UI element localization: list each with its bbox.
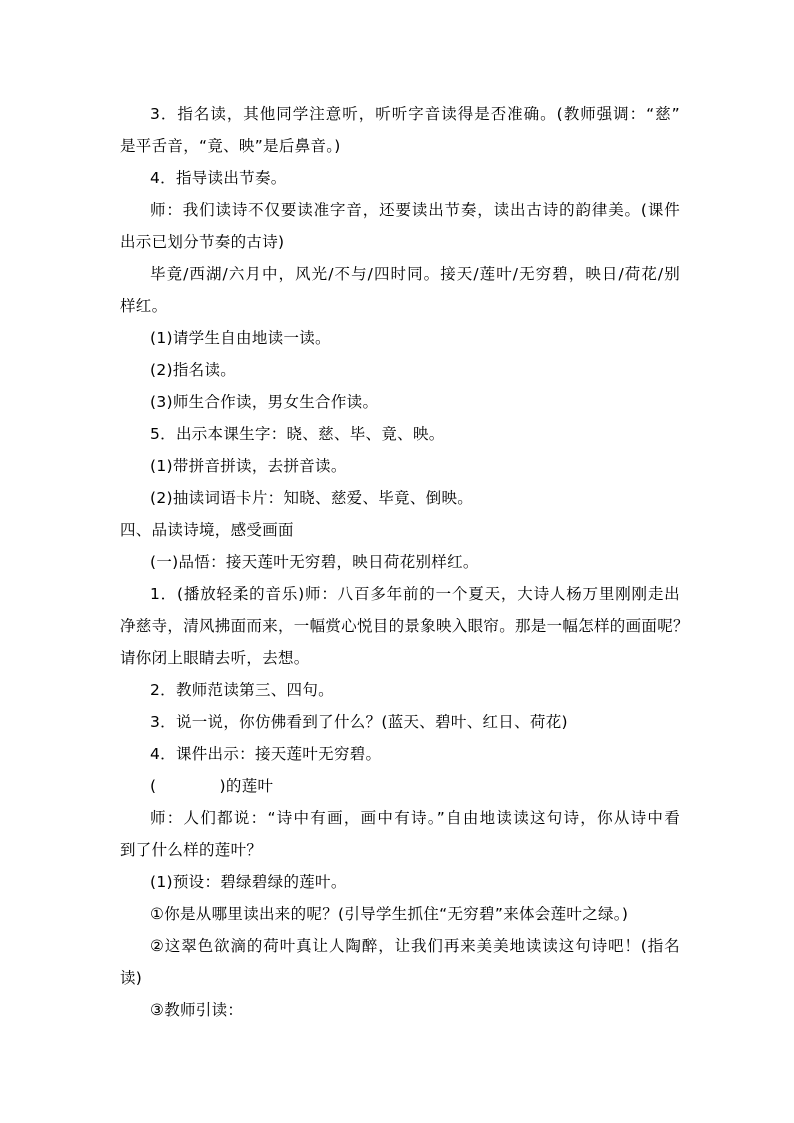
paragraph-line: (2)抽读词语卡片：知晓、慈爱、毕竟、倒映。 [150, 489, 474, 507]
paragraph-line: 毕竟/西湖/六月中，风光/不与/四时同。接天/莲叶/无穷碧，映日/荷花/别 [150, 265, 680, 283]
paragraph-line: 请你闭上眼睛去听，去想。 [120, 649, 310, 667]
section-heading: 四、品读诗境，感受画面 [120, 521, 294, 539]
paragraph-line: 师：人们都说：“诗中有画，画中有诗。”自由地读读这句诗，你从诗中看 [150, 809, 680, 827]
paragraph-line: (3)师生合作读，男女生合作读。 [150, 393, 379, 411]
paragraph-line: 5．出示本课生字：晓、慈、毕、竟、映。 [150, 425, 445, 443]
paragraph-line: ②这翠色欲滴的荷叶真让人陶醉，让我们再来美美地读读这句诗吧！(指名 [150, 937, 680, 955]
paragraph-line: 样红。 [120, 297, 168, 315]
paragraph-line: 4．指导读出节奏。 [150, 169, 287, 187]
paragraph-line: (1)请学生自由地读一读。 [150, 329, 331, 347]
paragraph-line: 1．(播放轻柔的音乐)师：八百多年前的一个夏天，大诗人杨万里刚刚走出 [150, 585, 680, 603]
paragraph-line: 读) [120, 969, 143, 987]
paragraph-line: 4．课件出示：接天莲叶无穷碧。 [150, 745, 382, 763]
paragraph-line: 到了什么样的莲叶？ [120, 841, 263, 859]
paragraph-line: 3．说一说，你仿佛看到了什么？(蓝天、碧叶、红日、荷花) [150, 713, 568, 731]
paragraph-line: 是平舌音，“竟、映”是后鼻音。) [120, 137, 341, 155]
paragraph-line: (1)预设：碧绿碧绿的莲叶。 [150, 873, 347, 891]
paragraph-line: 3．指名读，其他同学注意听，听听字音读得是否准确。(教师强调：“慈” [150, 105, 680, 123]
paragraph-line: 净慈寺，清风拂面而来，一幅赏心悦目的景象映入眼帘。那是一幅怎样的画面呢？ [120, 617, 689, 635]
paragraph-line: ③教师引读： [150, 1001, 244, 1019]
paragraph-line: ①你是从哪里读出来的呢？(引导学生抓住“无穷碧”来体会莲叶之绿。) [150, 905, 629, 923]
paragraph-line: ( )的莲叶 [150, 777, 274, 795]
paragraph-line: 出示已划分节奏的古诗) [120, 233, 285, 251]
paragraph-line: (2)指名读。 [150, 361, 237, 379]
paragraph-line: (1)带拼音拼读，去拼音读。 [150, 457, 347, 475]
paragraph-line: 师：我们读诗不仅要读准字音，还要读出节奏，读出古诗的韵律美。(课件 [150, 201, 680, 219]
paragraph-line: 2．教师范读第三、四句。 [150, 681, 334, 699]
subsection-heading: (一)品悟：接天莲叶无穷碧，映日荷花别样红。 [150, 553, 479, 571]
